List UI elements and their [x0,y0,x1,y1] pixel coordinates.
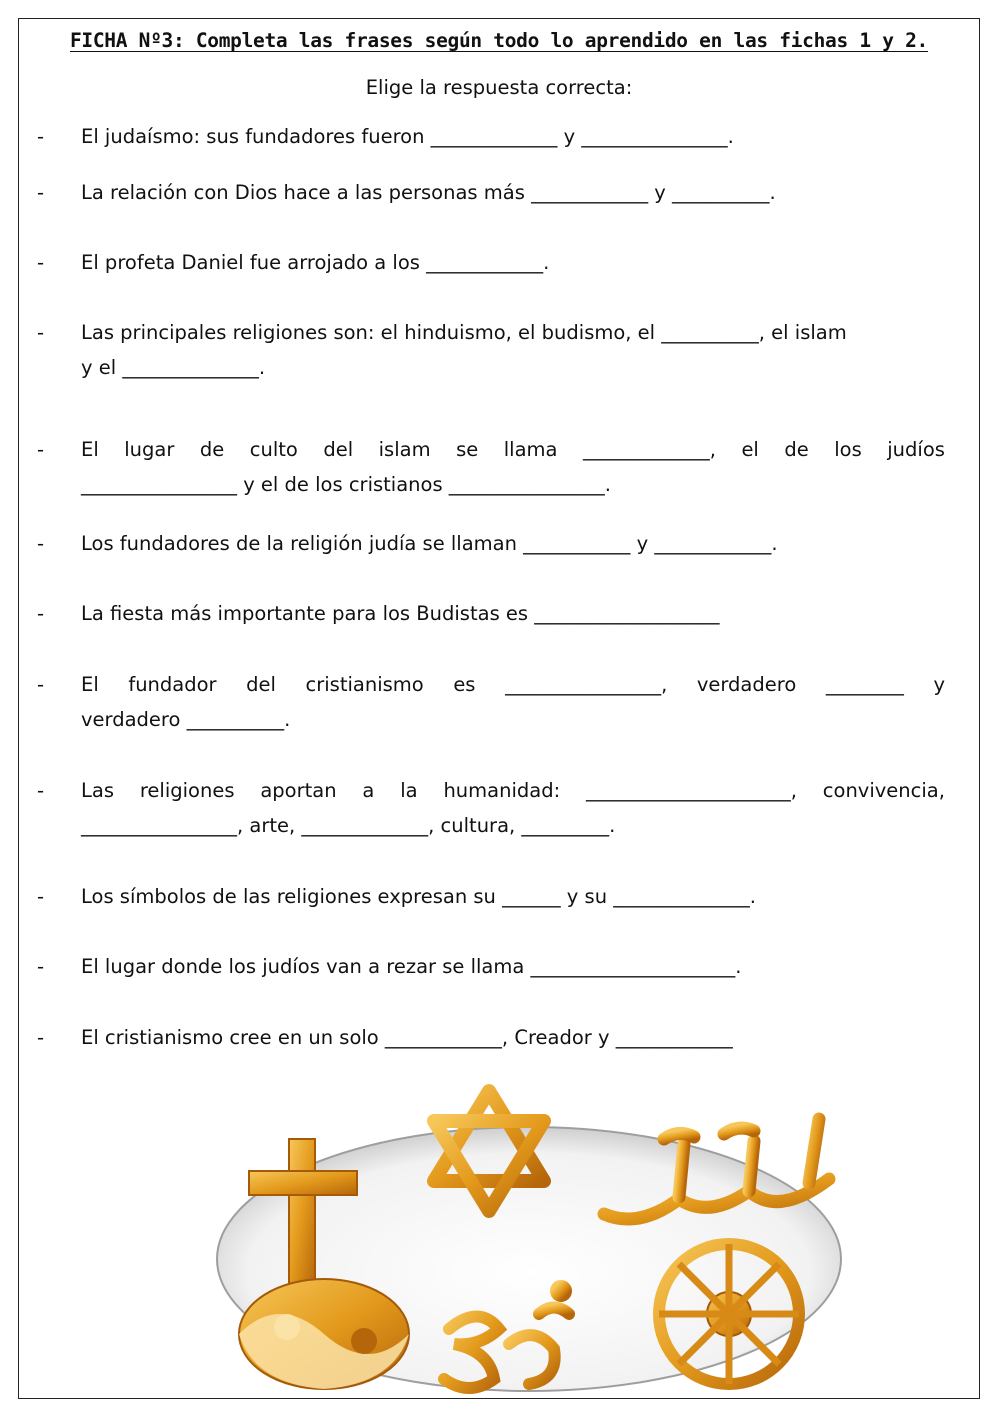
bullet-dash: - [37,779,45,802]
word: convivencia, [822,779,945,802]
sentence-10 [37,879,756,914]
word: fundador [128,673,217,696]
instruction-text: Elige la respuesta correcta: [365,76,633,99]
sentence-8-text-line1 [81,667,945,702]
word: se [456,438,479,461]
word: humanidad: [443,779,561,802]
bullet-dash: - [37,955,45,978]
sentence-6 [37,526,778,561]
answer-blank: ________________, [505,673,668,696]
dharma-wheel-icon [659,1244,799,1384]
word: de [199,438,225,461]
answer-blank: _____________, [582,438,716,461]
word: verdadero [696,673,797,696]
sentence-12 [37,1020,733,1055]
yin-yang-icon [239,1279,409,1389]
bullet-dash: - [37,438,45,461]
word: aportan [260,779,337,802]
word: judíos [887,438,945,461]
sentence-2 [37,175,776,210]
word: cristianismo [305,673,424,696]
bullet-dash: - [37,532,45,555]
sentence-3 [37,245,550,280]
word: islam [378,438,431,461]
word: el [741,438,759,461]
sentence-5 [37,432,945,502]
bullet-dash: - [37,125,45,148]
sentence-9-text-line1 [81,773,945,808]
answer-blank: _____________________, [586,779,797,802]
word: de [784,438,809,461]
word: lugar [124,438,175,461]
bullet-dash: - [37,885,45,908]
sentence-7 [37,596,720,631]
worksheet-page [18,18,980,1399]
sentence-8-text-line2: verdadero __________. [81,708,291,731]
sentence-10-text: Los símbolos de las religiones expresan su ______ y su ______________. [81,885,756,908]
sentence-4 [37,315,847,385]
sentence-4-text-line2: y el ______________. [81,356,266,379]
word: a [362,779,375,802]
sentence-11 [37,949,742,984]
worksheet-title: FICHA Nº3: Completa las frases según todo lo aprendido en las fichas 1 y 2. [69,29,928,52]
religious-symbols-illustration [209,1079,849,1399]
sentence-3-text: El profeta Daniel fue arrojado a los ____________. [81,251,550,274]
word: del [246,673,276,696]
bullet-dash: - [37,251,45,274]
sentence-1-text: El judaísmo: sus fundadores fueron _____________ y _______________. [81,125,734,148]
bullet-dash: - [37,181,45,204]
sentence-8 [37,667,945,737]
answer-blank: ________ [825,673,904,696]
bullet-dash: - [37,602,45,625]
bullet-dash: - [37,321,45,344]
sentence-1 [37,119,734,154]
word: culto [249,438,298,461]
word: religiones [139,779,235,802]
sentence-4-text-line1: Las principales religiones son: el hinduismo, el budismo, el __________, el islam [81,321,847,344]
word: los [834,438,862,461]
bullet-dash: - [37,1026,45,1049]
word: El [81,673,99,696]
word: la [400,779,418,802]
word: El [81,438,99,461]
sentence-9 [37,773,945,843]
sentence-2-text: La relación con Dios hace a las personas más ____________ y __________. [81,181,776,204]
sentence-5-text-line2: ________________ y el de los cristianos ________________. [81,473,612,496]
word: y [933,673,945,696]
bullet-dash: - [37,673,45,696]
sentence-6-text: Los fundadores de la religión judía se llaman ___________ y ____________. [81,532,778,555]
sentence-5-text-line1 [81,432,945,467]
word: Las [81,779,114,802]
sentence-12-text: El cristianismo cree en un solo ____________, Creador y ____________ [81,1026,733,1049]
word: es [453,673,476,696]
sentence-7-text: La fiesta más importante para los Budistas es ___________________ [81,602,720,625]
word: llama [503,438,558,461]
word: del [323,438,354,461]
sentence-11-text: El lugar donde los judíos van a rezar se llama _____________________. [81,955,742,978]
sentence-9-text-line2: ________________, arte, _____________, cultura, _________. [81,814,616,837]
